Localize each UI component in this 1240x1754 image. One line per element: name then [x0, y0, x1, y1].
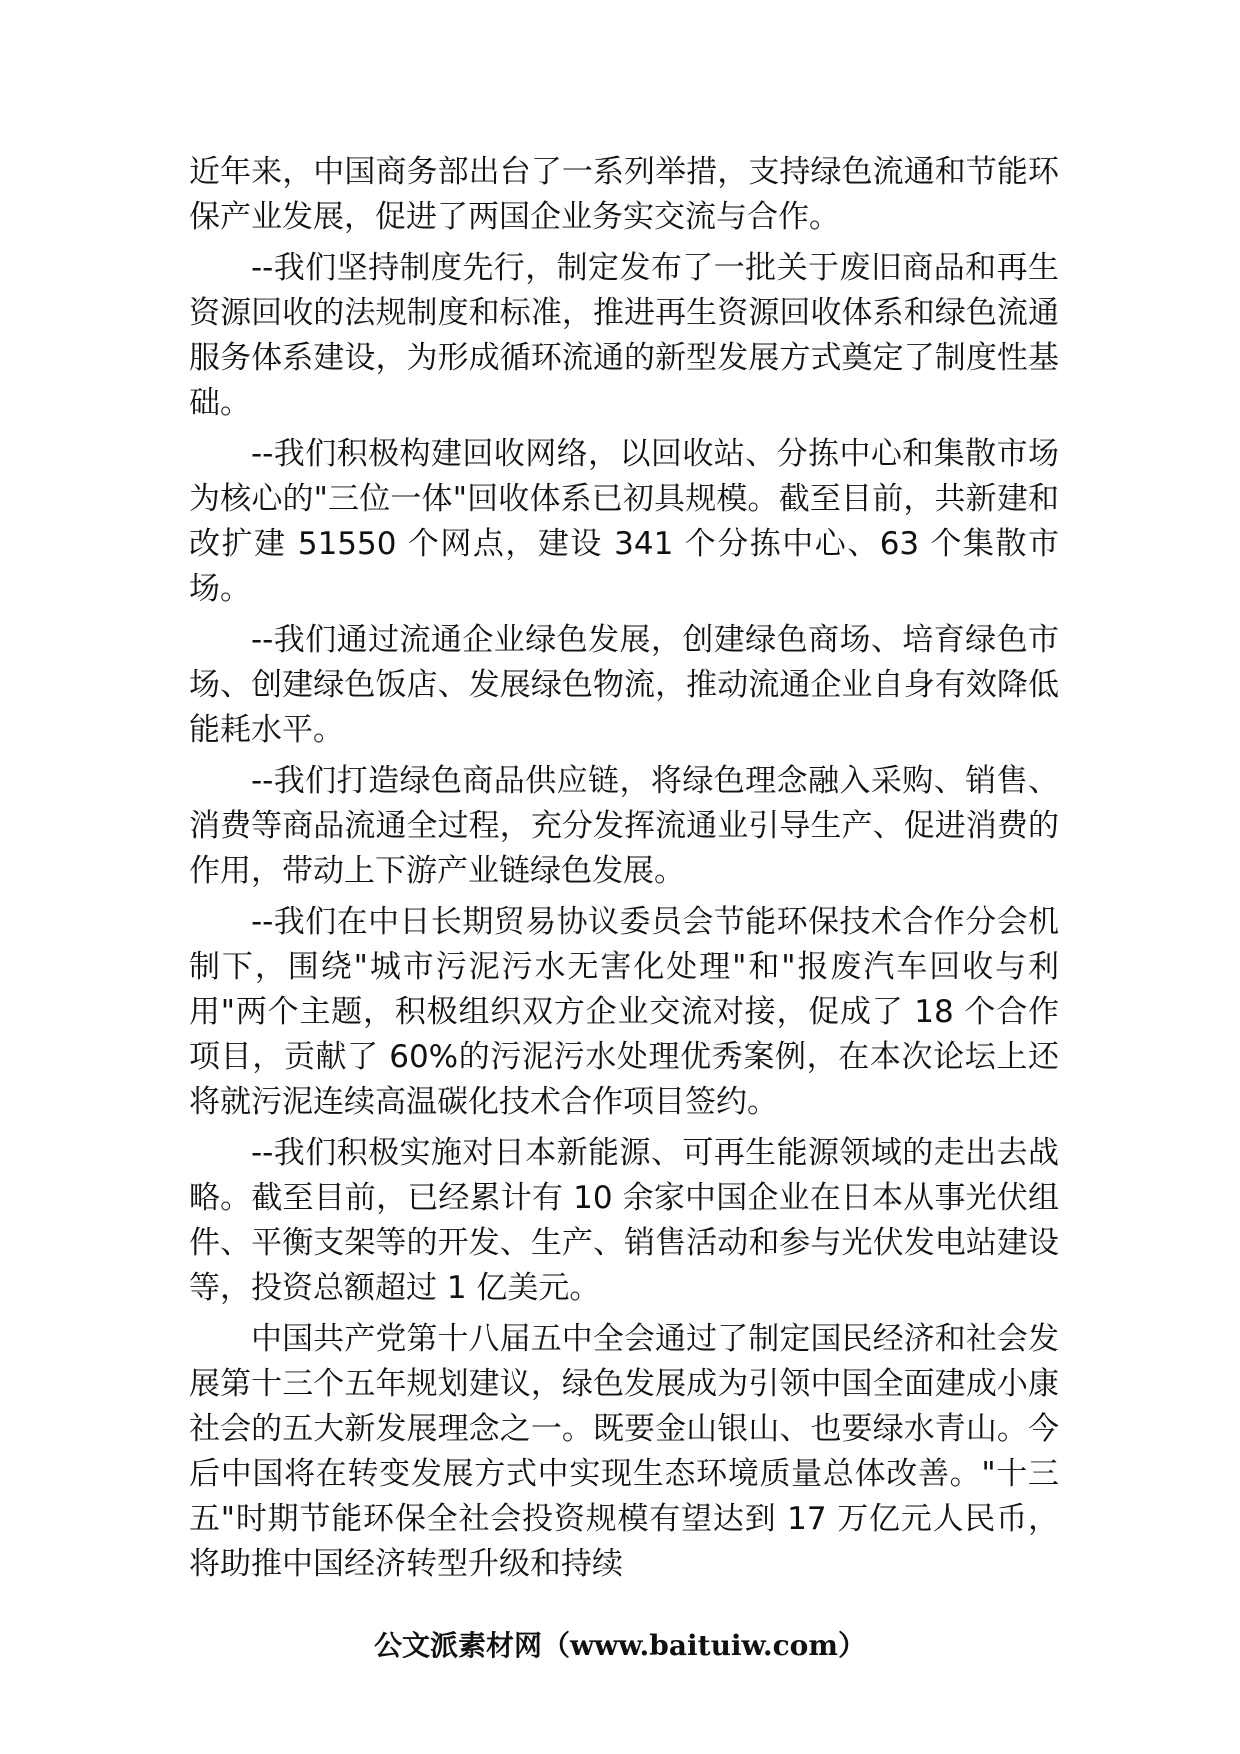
- page-footer: 公文派素材网（www.baituiw.com）: [374, 1629, 866, 1662]
- paragraph-green-enterprises: --我们通过流通企业绿色发展，创建绿色商场、培育绿色市场、创建绿色饭店、发展绿色物流，推动流通企业自身有效降低能耗水平。: [189, 622, 1059, 748]
- paragraph-five-year-plan: 中国共产党第十八届五中全会通过了制定国民经济和社会发展第十三个五年规划建议，绿色发展成为引领中国全面建成小康社会的五大新发展理念之一。既要金山银山、也要绿水青山。今后中国将在转变发展方式中实现生态环境质量总体改善。"十三五"时期节能环保全社会投资规模有望达到 17 万亿元人民币，将助推中国经济转型升级和持续: [189, 1321, 1059, 1582]
- paragraph-going-out: --我们积极实施对日本新能源、可再生能源领域的走出去战略。截至目前，已经累计有 10 余家中国企业在日本从事光伏组件、平衡支架等的开发、生产、销售活动和参与光伏发电站建设等，投资总额超过 1 亿美元。: [189, 1135, 1059, 1306]
- body-text: [189, 150, 1059, 1593]
- paragraph-cooperation: --我们在中日长期贸易协议委员会节能环保技术合作分会机制下，围绕"城市污泥污水无害化处理"和"报废汽车回收与利用"两个主题，积极组织双方企业交流对接，促成了 18 个合作项目，贡献了 60%的污泥污水处理优秀案例，在本次论坛上还将就污泥连续高温碳化技术合作项目签约。: [189, 904, 1059, 1120]
- paragraph-recycling-network: --我们积极构建回收网络，以回收站、分拣中心和集散市场为核心的"三位一体"回收体系已初具规模。截至目前，共新建和改扩建 51550 个网点，建设 341 个分拣中心、63 个集散市场。: [189, 436, 1059, 607]
- paragraph-supply-chain: --我们打造绿色商品供应链，将绿色理念融入采购、销售、消费等商品流通全过程，充分发挥流通业引导生产、促进消费的作用，带动上下游产业链绿色发展。: [189, 763, 1059, 889]
- paragraph-intro: 近年来，中国商务部出台了一系列举措，支持绿色流通和节能环保产业发展，促进了两国企业务实交流与合作。: [189, 154, 1059, 235]
- paragraph-institutions: --我们坚持制度先行，制定发布了一批关于废旧商品和再生资源回收的法规制度和标准，推进再生资源回收体系和绿色流通服务体系建设，为形成循环流通的新型发展方式奠定了制度性基础。: [189, 250, 1059, 421]
